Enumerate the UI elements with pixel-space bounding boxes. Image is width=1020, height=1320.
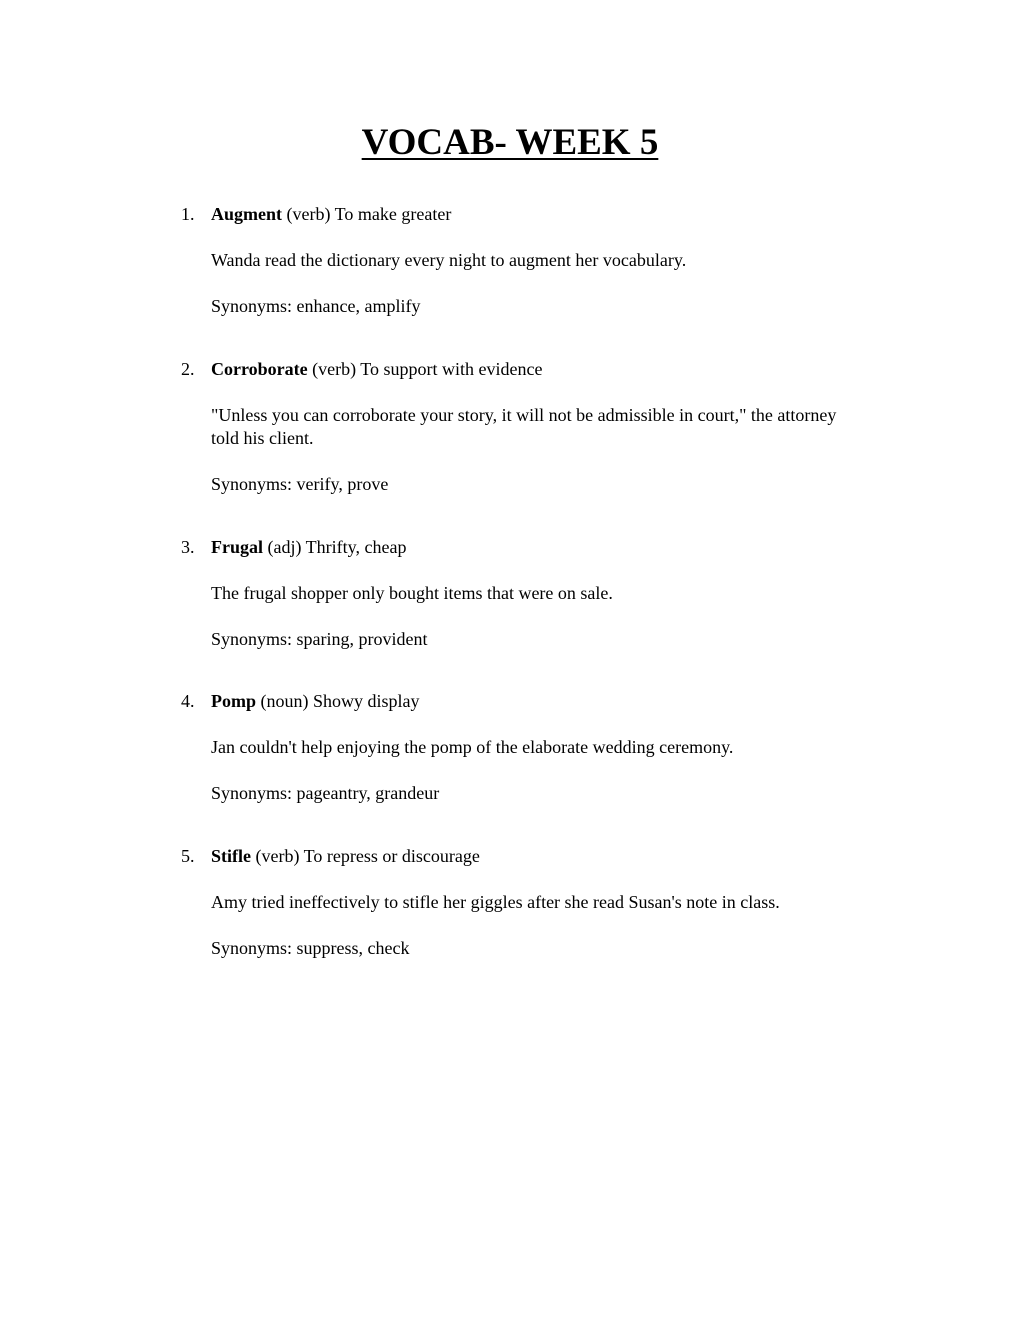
- entry-synonyms: Synonyms: enhance, amplify: [211, 296, 421, 316]
- entry-synonyms: Synonyms: sparing, provident: [211, 629, 428, 649]
- entry-sentence: "Unless you can corroborate your story, it will not be admissible in court," the attorney told his client.: [211, 405, 837, 448]
- entry-word: Stifle: [211, 846, 251, 866]
- entry-headline: [211, 536, 861, 559]
- entry-synonyms: Synonyms: suppress, check: [211, 938, 410, 958]
- entry-sentence: The frugal shopper only bought items that were on sale.: [211, 583, 613, 603]
- page-title: VOCAB- WEEK 5: [361, 122, 659, 163]
- entry-sentence: Jan couldn't help enjoying the pomp of the elaborate wedding ceremony.: [211, 737, 734, 757]
- entry-definition: (adj) Thrifty, cheap: [267, 537, 407, 557]
- entry-sentence: Wanda read the dictionary every night to augment her vocabulary.: [211, 250, 687, 270]
- entry-definition: (noun) Showy display: [260, 691, 420, 711]
- entry-word: Frugal: [211, 537, 263, 557]
- entry-number: 5.: [181, 846, 195, 866]
- entry-word: Pomp: [211, 691, 256, 711]
- entry-word: Augment: [211, 204, 282, 224]
- entry-headline: [211, 690, 861, 713]
- entry-headline: [211, 845, 861, 868]
- entry-sentence: Amy tried ineffectively to stifle her giggles after she read Susan's note in class.: [211, 892, 780, 912]
- entry-definition: (verb) To support with evidence: [312, 359, 543, 379]
- entry-definition: (verb) To repress or discourage: [255, 846, 480, 866]
- entry-word: Corroborate: [211, 359, 308, 379]
- entry-definition: (verb) To make greater: [286, 204, 452, 224]
- entry-headline: [211, 358, 861, 381]
- entry-synonyms: Synonyms: verify, prove: [211, 474, 389, 494]
- entry-number: 3.: [181, 537, 195, 557]
- entry-number: 1.: [181, 204, 195, 224]
- entry-headline: [211, 203, 861, 226]
- entry-synonyms: Synonyms: pageantry, grandeur: [211, 783, 440, 803]
- entry-number: 2.: [181, 359, 195, 379]
- entry-number: 4.: [181, 691, 195, 711]
